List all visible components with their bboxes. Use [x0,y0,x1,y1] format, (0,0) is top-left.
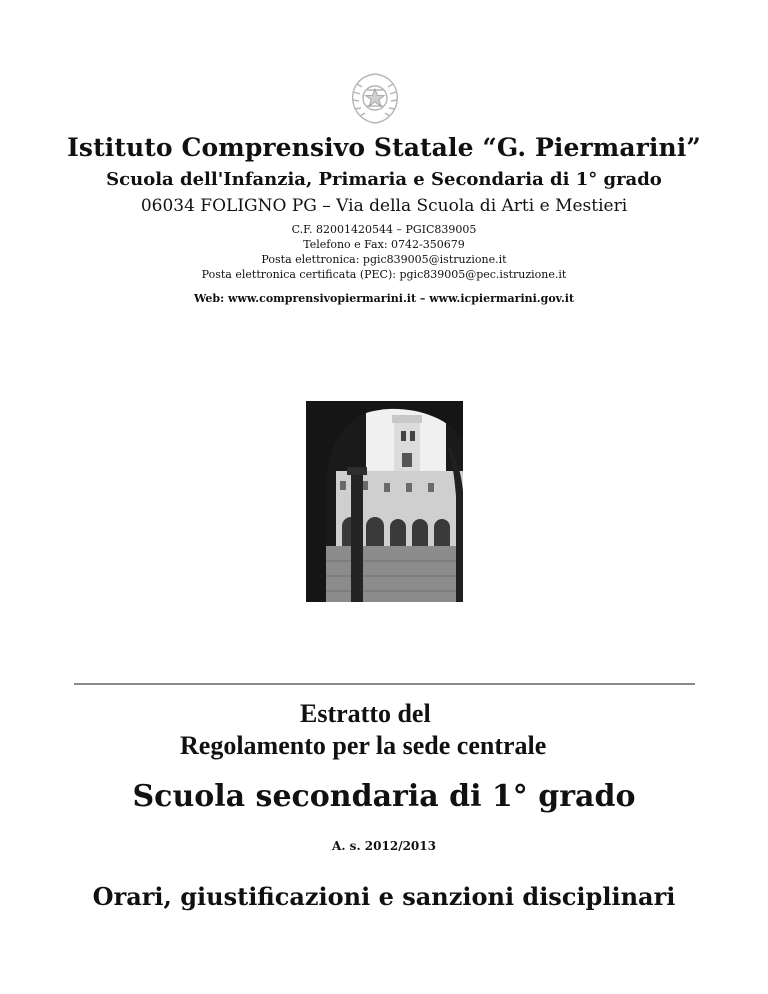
document-subtitle: Orari, giustificazioni e sanzioni disciplinari [92,882,676,911]
email-address: Posta elettronica: pgic839005@istruzione.it [261,253,507,266]
cloister-photo [306,401,463,602]
title-line-3: Scuola secondaria di 1° grado [132,779,636,814]
pec-address: Posta elettronica certificata (PEC): pgic839005@pec.istruzione.it [201,268,567,281]
title-line-2: Regolamento per la sede centrale [180,731,547,760]
section-divider [74,683,695,685]
school-levels: Scuola dell'Infanzia, Primaria e Secondaria di 1° grado [106,169,662,190]
school-address: 06034 FOLIGNO PG – Via della Scuola di Arti e Mestieri [140,196,628,216]
fiscal-codes: C.F. 82001420544 – PGIC839005 [291,223,477,236]
republic-emblem-icon [345,70,405,126]
school-name: Istituto Comprensivo Statale “G. Piermarini” [67,133,701,162]
web-links: Web: www.comprensivopiermarini.it – www.icpiermarini.gov.it [193,292,575,305]
title-line-1: Estratto del [300,699,431,728]
phone-fax: Telefono e Fax: 0742-350679 [303,238,465,251]
school-year: A. s. 2012/2013 [332,839,436,853]
